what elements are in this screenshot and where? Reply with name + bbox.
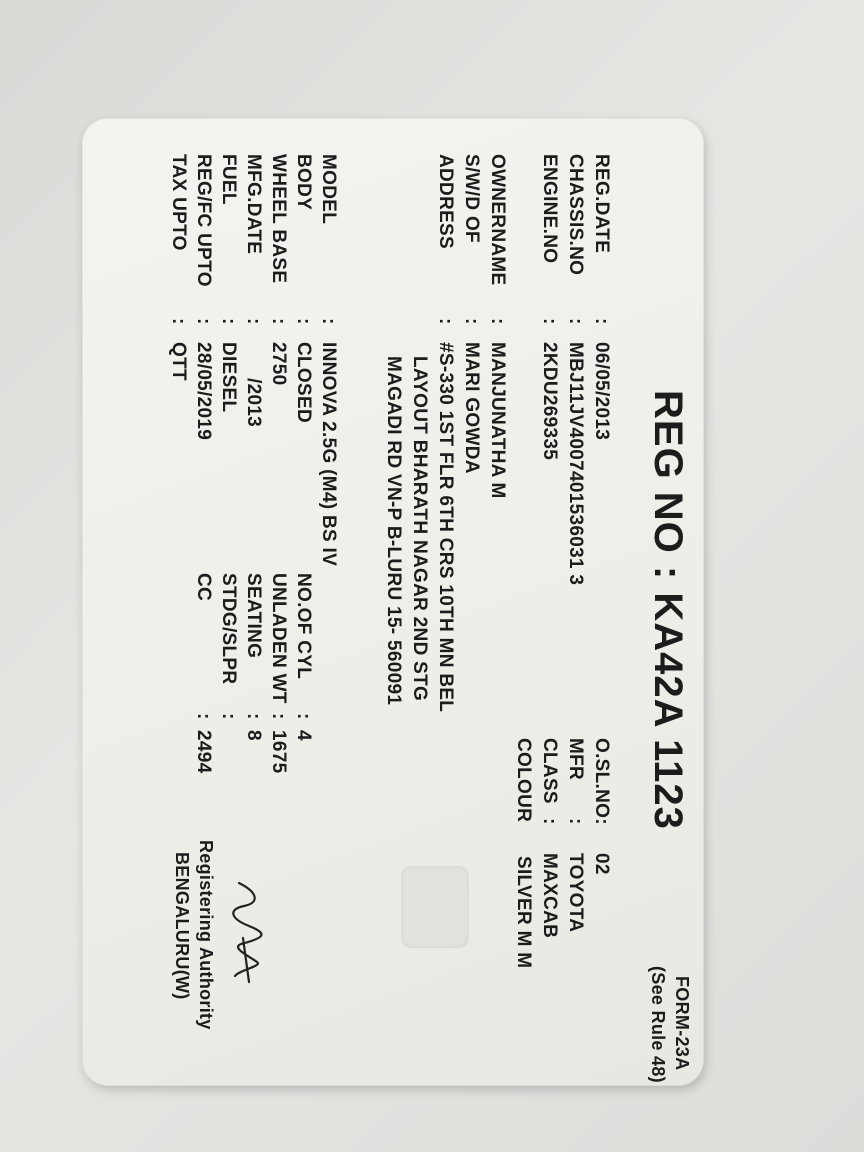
colour-label: COLOUR [513,738,534,823]
model-label: MODEL [318,154,339,225]
owner-sep: : [487,318,508,325]
reg-date-value: 06/05/2013 [591,342,612,441]
mfr-label: MFR [565,738,586,781]
hologram-patch [401,866,469,948]
colour-value: SILVER M M [513,856,534,969]
seating-value: 8 [243,730,264,741]
tax-value: QTT [168,342,189,381]
mfg-date-label: MFG.DATE [243,154,264,255]
cc-value: 2494 [193,730,214,774]
form-rule: (See Rule 48) [648,966,668,1083]
body-sep: : [293,318,314,325]
cyl-label: NO.OF CYL [293,573,314,680]
body-label: BODY [293,154,314,211]
cyl-value: 4 [293,730,314,741]
unladen-label: UNLADEN WT [268,573,289,704]
authority-signature [219,878,279,988]
authority-title: Registering Authority [196,840,216,1030]
tax-label: TAX UPTO [168,154,189,251]
stdg-label: STDG/SLPR [218,573,239,685]
owner-label: OWNERNAME [487,154,508,286]
reg-no-title: REG NO : KA42A 1123 [646,390,690,830]
reg-date-label: REG.DATE [591,154,612,254]
osl-label: O.SL.NO: [591,738,612,825]
model-sep: : [318,318,339,325]
reg-date-sep: : [591,318,612,325]
address-line-2: LAYOUT BHARATH NAGAR 2ND STG [409,356,430,702]
mfr-sep: : [565,818,586,825]
engine-sep: : [539,318,560,325]
unladen-sep: : [268,713,289,720]
swd-sep: : [461,318,482,325]
wheel-base-label: WHEEL BASE [268,154,289,284]
card-content [82,118,704,1086]
seating-label: SEATING [243,573,264,659]
model-value: INNOVA 2.5G (M4) BS IV [318,342,339,567]
address-line-3: MAGADI RD VN-P B-LURU 15- 560091 [383,356,404,706]
mfg-date-value: /2013 [243,378,264,428]
swd-value: MARI GOWDA [461,342,482,474]
stdg-sep: : [218,713,239,720]
chassis-sep: : [565,318,586,325]
cc-sep: : [193,713,214,720]
chassis-value: MBJ11JV4007401536031 3 [565,342,586,586]
address-line-1: #S-330 1ST FLR 6TH CRS 10TH MN BEL [435,342,456,713]
tax-sep: : [168,318,189,325]
wheel-base-value: 2750 [268,342,289,386]
authority-office: BENGALURU(W) [172,852,192,1000]
osl-value: 02 [591,853,612,875]
chassis-label: CHASSIS.NO [565,154,586,276]
address-sep: : [435,318,456,325]
cc-label: CC [193,573,214,602]
engine-value: 2KDU269335 [539,342,560,461]
regfc-label: REG/FC UPTO [193,154,214,287]
swd-label: S/W/D OF [461,154,482,243]
regfc-sep: : [193,318,214,325]
fuel-label: FUEL [218,154,239,205]
fuel-value: DIESEL [218,342,239,413]
wheel-base-sep: : [268,318,289,325]
regfc-value: 28/05/2019 [193,342,214,441]
class-sep: : [539,818,560,825]
class-label: CLASS [539,738,560,804]
fuel-sep: : [218,318,239,325]
address-label: ADDRESS [435,154,456,250]
body-value: CLOSED [293,342,314,423]
owner-value: MANJUNATHA M [487,342,508,499]
engine-label: ENGINE.NO [539,154,560,264]
registration-card [82,118,704,1086]
mfr-value: TOYOTA [565,853,586,933]
cyl-sep: : [293,713,314,720]
mfg-date-sep: : [243,318,264,325]
class-value: MAXCAB [539,853,560,939]
unladen-value: 1675 [268,730,289,774]
seating-sep: : [243,713,264,720]
form-number: FORM-23A [672,976,692,1071]
